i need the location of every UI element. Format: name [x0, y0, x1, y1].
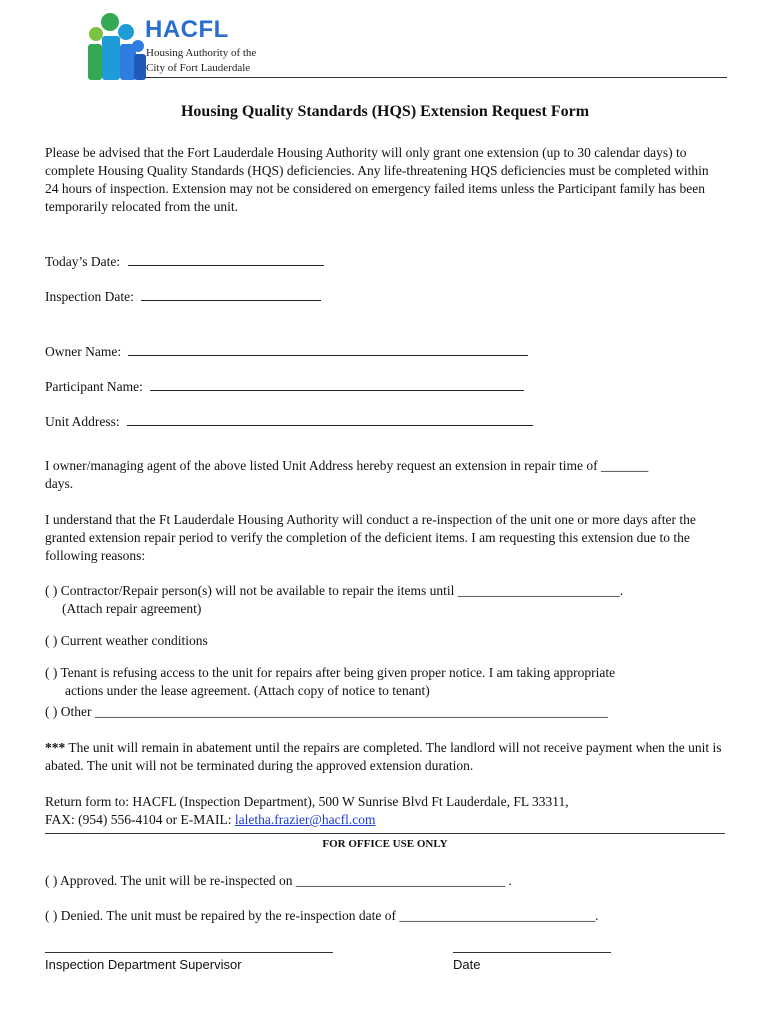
office-divider	[45, 833, 725, 834]
office-denied[interactable]: ( ) Denied. The unit must be repaired by the re-inspection date of _____________________________.	[45, 908, 599, 923]
date-label: Date	[453, 957, 481, 972]
reason-other[interactable]: ( ) Other ____________________________________________________________________________	[45, 704, 608, 719]
reason-contractor[interactable]: ( ) Contractor/Repair person(s) will not be available to repair the items until ________________________.	[45, 583, 624, 598]
unit-address-field[interactable]	[127, 412, 533, 426]
participant-name-label: Participant Name:	[45, 379, 143, 394]
supervisor-signature-line[interactable]	[45, 952, 333, 953]
supervisor-label: Inspection Department Supervisor	[45, 957, 242, 972]
logo-subtitle-line1: Housing Authority of the	[146, 47, 257, 59]
return-line1: Return form to: HACFL (Inspection Department), 500 W Sunrise Blvd Ft Lauderdale, FL 33311,	[45, 794, 569, 809]
reason-tenant[interactable]: ( ) Tenant is refusing access to the unit for repairs after being given proper notice. I am taking appropriate	[45, 665, 616, 680]
office-use-heading: FOR OFFICE USE ONLY	[322, 838, 448, 850]
todays-date-row	[45, 252, 725, 271]
intro-paragraph: Please be advised that the Fort Lauderdale Housing Authority will only grant one extension (up to 30 calendar days) to complete Housing Quality Standards (HQS) deficiencies. Any life-threatening HQS deficiencies must be completed within 24 hours of inspection. Extension may not be considered on emergency failed items unless the Participant family has been temporarily relocated from the unit.	[45, 145, 709, 214]
form-title: Housing Quality Standards (HQS) Extension Request Form	[180, 103, 590, 120]
request-line1: I owner/managing agent of the above listed Unit Address hereby request an extension in repair time of _______	[45, 458, 649, 473]
reason-contractor-note: (Attach repair agreement)	[62, 601, 202, 616]
date-signature-line[interactable]	[453, 952, 611, 953]
unit-address-row	[45, 412, 725, 431]
return-fax-text: FAX: (954) 556-4104 or E-MAIL:	[45, 812, 235, 827]
hacfl-logo	[86, 12, 148, 80]
owner-name-row	[45, 342, 725, 361]
reason-weather[interactable]: ( ) Current weather conditions	[45, 633, 208, 648]
owner-name-label: Owner Name:	[45, 344, 122, 359]
office-approved[interactable]: ( ) Approved. The unit will be re-inspected on _______________________________ .	[45, 873, 512, 888]
inspection-date-label: Inspection Date:	[45, 289, 134, 304]
unit-address-label: Unit Address:	[45, 414, 120, 429]
logo-subtitle-line2: City of Fort Lauderdale	[146, 62, 251, 74]
return-line2	[45, 811, 725, 829]
request-line2: days.	[45, 476, 74, 491]
todays-date-label: Today’s Date:	[45, 254, 121, 269]
abatement-stars: ***	[45, 740, 66, 755]
header-divider	[145, 77, 727, 78]
todays-date-field[interactable]	[128, 252, 324, 266]
understand-paragraph: I understand that the Ft Lauderdale Housing Authority will conduct a re-inspection of the unit one or more days after the granted extension repair period to verify the completion of the deficient items. I am requesting this extension due to the following reasons:	[45, 512, 696, 563]
inspection-date-field[interactable]	[141, 287, 321, 301]
owner-name-field[interactable]	[128, 342, 528, 356]
reason-tenant-note: actions under the lease agreement. (Attach copy of notice to tenant)	[65, 683, 430, 698]
participant-name-field[interactable]	[150, 377, 524, 391]
inspection-date-row	[45, 287, 725, 306]
email-link[interactable]: laletha.frazier@hacfl.com	[234, 812, 376, 827]
logo-wordmark: HACFL	[145, 16, 229, 43]
participant-name-row	[45, 377, 725, 396]
abatement-text: The unit will remain in abatement until the repairs are completed. The landlord will not receive payment when the unit is abated. The unit will not be terminated during the approved extension duration.	[45, 740, 722, 773]
abatement-notice	[45, 739, 725, 775]
